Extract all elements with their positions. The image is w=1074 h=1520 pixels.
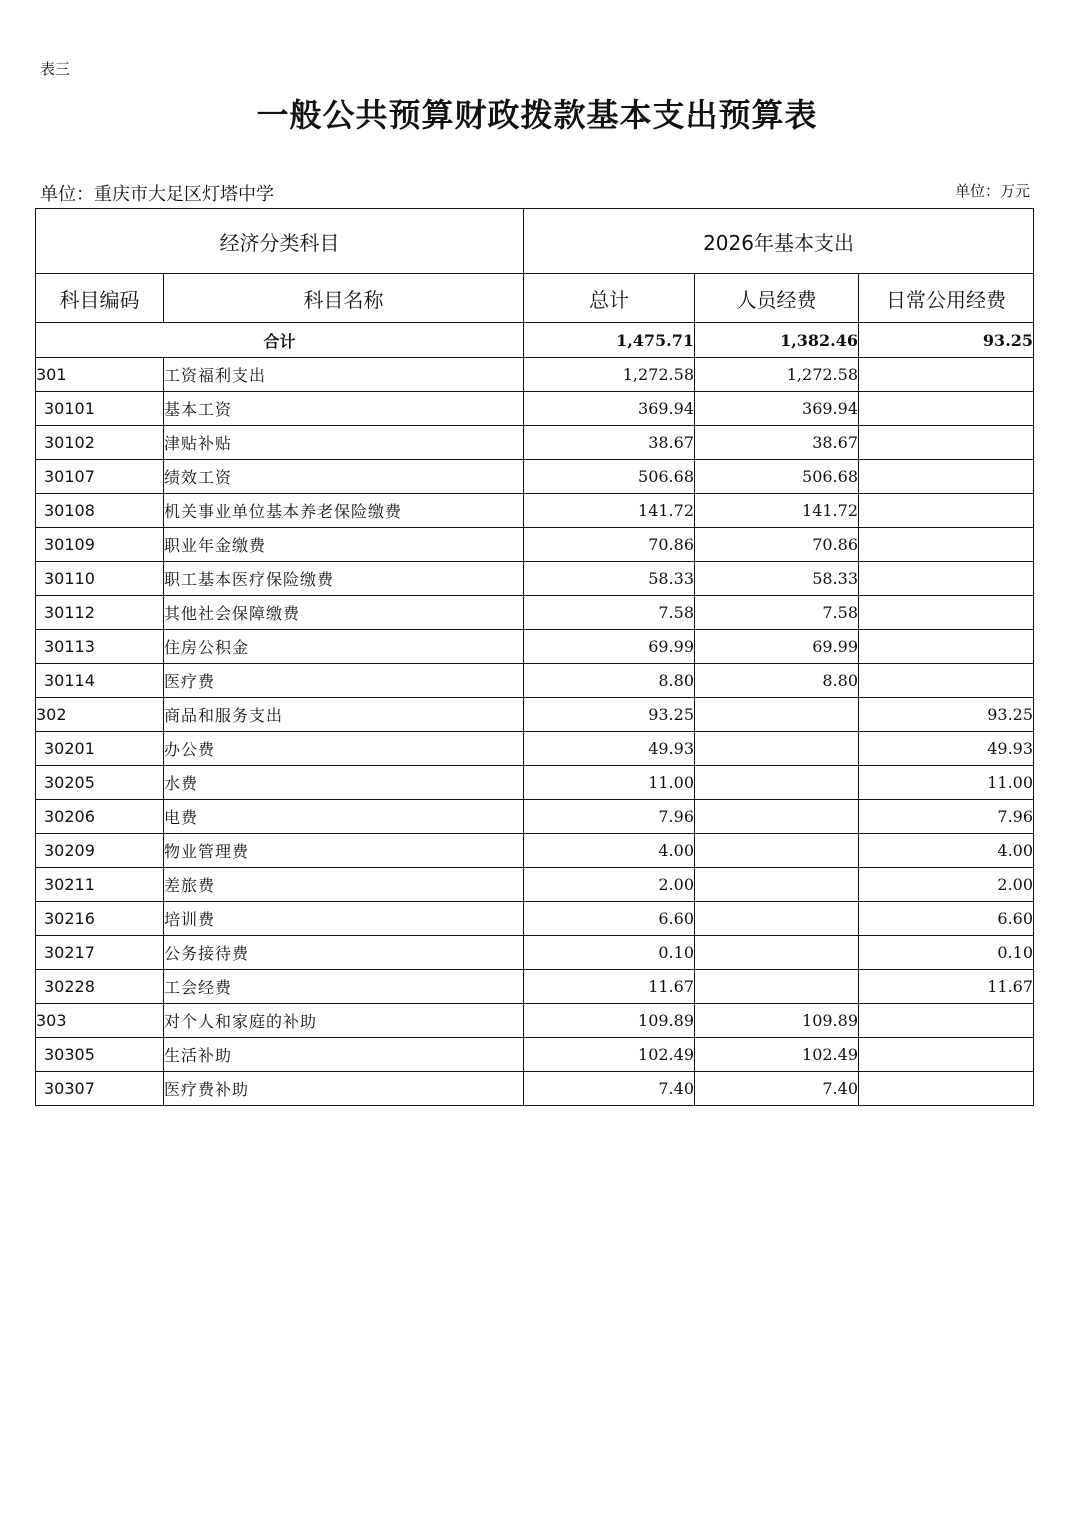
personnel-cell: 1,272.58 [695, 358, 859, 392]
code-cell: 30201 [36, 732, 164, 766]
personnel-cell [695, 698, 859, 732]
code-cell: 30228 [36, 970, 164, 1004]
header-public: 日常公用经费 [859, 274, 1034, 323]
personnel-cell [695, 834, 859, 868]
name-cell: 医疗费补助 [164, 1072, 524, 1106]
total-row [36, 323, 1034, 358]
personnel-cell: 369.94 [695, 392, 859, 426]
name-cell: 职工基本医疗保险缴费 [164, 562, 524, 596]
code-cell: 30107 [36, 460, 164, 494]
personnel-cell: 58.33 [695, 562, 859, 596]
unit-currency: 单位：万元 [954, 182, 1030, 200]
name-cell: 住房公积金 [164, 630, 524, 664]
header-name: 科目名称 [164, 274, 524, 323]
code-cell: 30110 [36, 562, 164, 596]
table-row [36, 970, 1034, 1004]
table-row [36, 528, 1034, 562]
total-cell: 38.67 [524, 426, 695, 460]
table-row [36, 1004, 1034, 1038]
table-row [36, 936, 1034, 970]
personnel-cell [695, 766, 859, 800]
name-cell: 基本工资 [164, 392, 524, 426]
public-cell: 6.60 [859, 902, 1034, 936]
personnel-cell: 109.89 [695, 1004, 859, 1038]
personnel-cell [695, 970, 859, 1004]
total-cell: 11.67 [524, 970, 695, 1004]
personnel-cell [695, 800, 859, 834]
name-cell: 生活补助 [164, 1038, 524, 1072]
personnel-cell: 506.68 [695, 460, 859, 494]
header-personnel: 人员经费 [695, 274, 859, 323]
table-row [36, 732, 1034, 766]
table-row [36, 1038, 1034, 1072]
table-row [36, 596, 1034, 630]
total-cell: 70.86 [524, 528, 695, 562]
table-row [36, 1072, 1034, 1106]
public-cell [859, 664, 1034, 698]
total-cell: 69.99 [524, 630, 695, 664]
total-cell: 7.96 [524, 800, 695, 834]
code-cell: 30305 [36, 1038, 164, 1072]
code-cell: 30307 [36, 1072, 164, 1106]
table-row [36, 494, 1034, 528]
code-cell: 30113 [36, 630, 164, 664]
public-cell [859, 494, 1034, 528]
public-cell: 0.10 [859, 936, 1034, 970]
public-cell [859, 358, 1034, 392]
public-cell: 11.00 [859, 766, 1034, 800]
name-cell: 物业管理费 [164, 834, 524, 868]
total-cell: 58.33 [524, 562, 695, 596]
name-cell: 电费 [164, 800, 524, 834]
personnel-cell: 8.80 [695, 664, 859, 698]
name-cell: 其他社会保障缴费 [164, 596, 524, 630]
public-cell: 4.00 [859, 834, 1034, 868]
code-cell: 30216 [36, 902, 164, 936]
table-row [36, 868, 1034, 902]
unit-organization: 单位：重庆市大足区灯塔中学 [40, 184, 274, 205]
personnel-cell: 38.67 [695, 426, 859, 460]
table-row [36, 664, 1034, 698]
total-cell: 8.80 [524, 664, 695, 698]
total-label: 合计 [36, 323, 524, 358]
total-cell: 0.10 [524, 936, 695, 970]
total-cell: 109.89 [524, 1004, 695, 1038]
name-cell: 机关事业单位基本养老保险缴费 [164, 494, 524, 528]
total-cell: 4.00 [524, 834, 695, 868]
public-cell [859, 1038, 1034, 1072]
name-cell: 医疗费 [164, 664, 524, 698]
total-cell: 102.49 [524, 1038, 695, 1072]
public-cell: 49.93 [859, 732, 1034, 766]
public-cell [859, 528, 1034, 562]
code-cell: 30112 [36, 596, 164, 630]
code-cell: 30205 [36, 766, 164, 800]
table-row [36, 460, 1034, 494]
name-cell: 公务接待费 [164, 936, 524, 970]
total-cell: 11.00 [524, 766, 695, 800]
public-cell [859, 1004, 1034, 1038]
sheet-label: 表三 [40, 60, 71, 78]
table-body [36, 323, 1034, 1106]
public-cell [859, 630, 1034, 664]
public-cell [859, 392, 1034, 426]
public-cell: 11.67 [859, 970, 1034, 1004]
code-cell: 30102 [36, 426, 164, 460]
group-header-row [36, 209, 1034, 274]
public-cell: 2.00 [859, 868, 1034, 902]
total-cell: 1,475.71 [524, 323, 695, 358]
personnel-cell: 1,382.46 [695, 323, 859, 358]
page-title: 一般公共预算财政拨款基本支出预算表 [256, 96, 818, 134]
code-cell: 30211 [36, 868, 164, 902]
name-cell: 商品和服务支出 [164, 698, 524, 732]
code-cell: 301 [36, 358, 164, 392]
personnel-cell: 7.40 [695, 1072, 859, 1106]
code-cell: 302 [36, 698, 164, 732]
name-cell: 水费 [164, 766, 524, 800]
public-cell: 93.25 [859, 698, 1034, 732]
name-cell: 工会经费 [164, 970, 524, 1004]
table-row [36, 426, 1034, 460]
code-cell: 30114 [36, 664, 164, 698]
code-cell: 30108 [36, 494, 164, 528]
header-total: 总计 [524, 274, 695, 323]
table-row [36, 358, 1034, 392]
code-cell: 30101 [36, 392, 164, 426]
public-cell: 7.96 [859, 800, 1034, 834]
header-year-expenditure: 2026年基本支出 [524, 209, 1034, 274]
table-row [36, 392, 1034, 426]
personnel-cell [695, 868, 859, 902]
personnel-cell [695, 732, 859, 766]
code-cell: 30109 [36, 528, 164, 562]
personnel-cell: 141.72 [695, 494, 859, 528]
table-row [36, 766, 1034, 800]
name-cell: 津贴补贴 [164, 426, 524, 460]
public-cell [859, 1072, 1034, 1106]
total-cell: 369.94 [524, 392, 695, 426]
total-cell: 506.68 [524, 460, 695, 494]
code-cell: 30206 [36, 800, 164, 834]
table-row [36, 800, 1034, 834]
personnel-cell: 70.86 [695, 528, 859, 562]
budget-table [35, 208, 1034, 1106]
name-cell: 培训费 [164, 902, 524, 936]
public-cell: 93.25 [859, 323, 1034, 358]
personnel-cell: 102.49 [695, 1038, 859, 1072]
total-cell: 2.00 [524, 868, 695, 902]
column-header-row [36, 274, 1034, 323]
total-cell: 141.72 [524, 494, 695, 528]
public-cell [859, 426, 1034, 460]
code-cell: 30217 [36, 936, 164, 970]
public-cell [859, 460, 1034, 494]
public-cell [859, 596, 1034, 630]
name-cell: 办公费 [164, 732, 524, 766]
total-cell: 6.60 [524, 902, 695, 936]
name-cell: 职业年金缴费 [164, 528, 524, 562]
personnel-cell [695, 902, 859, 936]
table-row [36, 698, 1034, 732]
personnel-cell: 7.58 [695, 596, 859, 630]
table-row [36, 630, 1034, 664]
name-cell: 工资福利支出 [164, 358, 524, 392]
total-cell: 1,272.58 [524, 358, 695, 392]
total-cell: 49.93 [524, 732, 695, 766]
total-cell: 93.25 [524, 698, 695, 732]
table-row [36, 902, 1034, 936]
name-cell: 差旅费 [164, 868, 524, 902]
total-cell: 7.40 [524, 1072, 695, 1106]
table-row [36, 562, 1034, 596]
table-row [36, 834, 1034, 868]
total-cell: 7.58 [524, 596, 695, 630]
personnel-cell: 69.99 [695, 630, 859, 664]
public-cell [859, 562, 1034, 596]
code-cell: 303 [36, 1004, 164, 1038]
header-code: 科目编码 [36, 274, 164, 323]
header-econ-category: 经济分类科目 [36, 209, 524, 274]
personnel-cell [695, 936, 859, 970]
code-cell: 30209 [36, 834, 164, 868]
name-cell: 对个人和家庭的补助 [164, 1004, 524, 1038]
name-cell: 绩效工资 [164, 460, 524, 494]
